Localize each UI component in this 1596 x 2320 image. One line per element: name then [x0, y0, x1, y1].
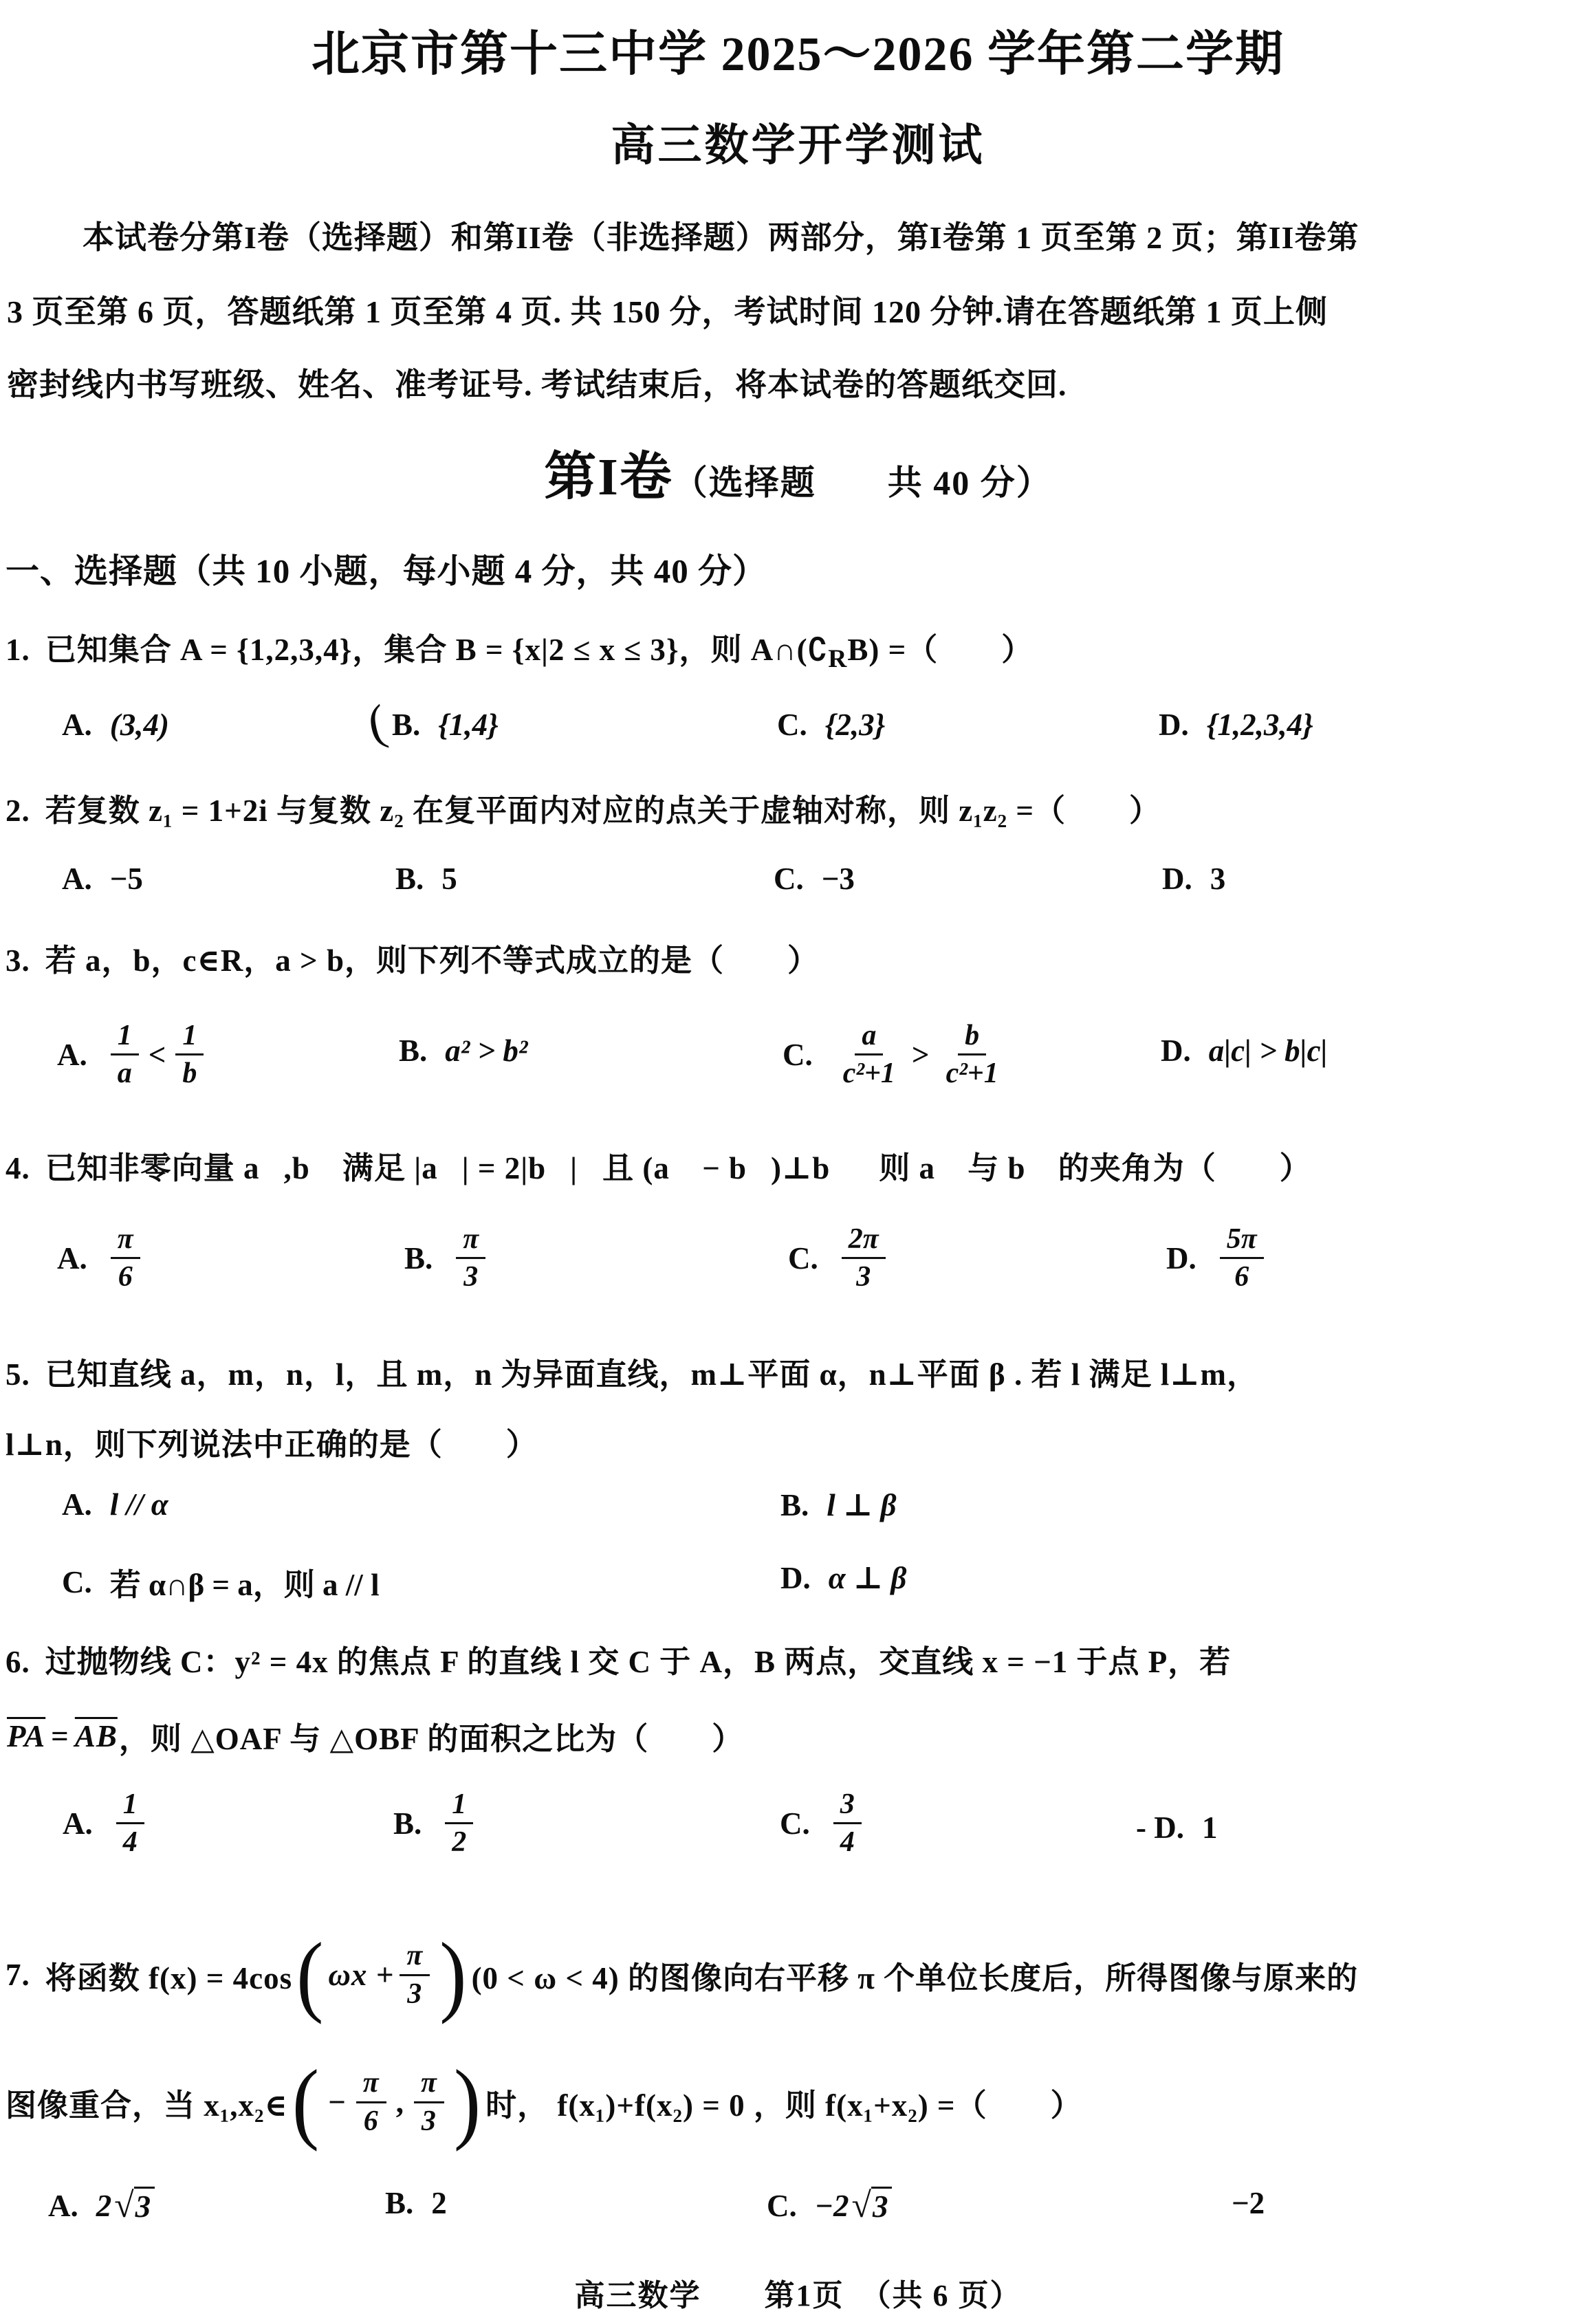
option-label: D.: [1161, 1033, 1191, 1068]
fraction-numerator: 1: [445, 1788, 473, 1824]
option-label: A.: [57, 1240, 87, 1276]
option-q7-d: [1214, 2185, 1265, 2221]
option-label: C.: [780, 1806, 810, 1841]
option-value: {1,2,3,4}: [1206, 708, 1313, 742]
option-label: B.: [404, 1240, 433, 1276]
question-1-stem-a: 已知集合 A = {1,2,3,4}，集合 B = {x|2 ≤ x ≤ 3}，则 A∩(∁: [45, 633, 829, 667]
radicand: 3: [134, 2187, 155, 2224]
option-q1-a: [62, 707, 169, 743]
option-q3-a: [57, 1019, 209, 1091]
option-value: 1: [1201, 1810, 1218, 1845]
fraction-numerator: b: [958, 1019, 986, 1055]
option-label: A.: [63, 1806, 93, 1841]
option-label: B.: [780, 1487, 809, 1522]
fraction: [939, 1019, 1005, 1091]
fraction: [833, 1788, 862, 1859]
question-3-options: [0, 1005, 1596, 1115]
question-5-stem-line2: [6, 1419, 538, 1464]
option-q3-d: [1161, 1033, 1327, 1069]
inequality-operator: >: [911, 1037, 930, 1072]
option-q5-c: [62, 1560, 380, 1604]
intro-line-2: 3 页至第 6 页，答题纸第 1 页至第 4 页. 共 150 分，考试时间 120 分钟.请在答题纸第 1 页上侧: [7, 294, 1328, 329]
question-4-options: [0, 1223, 1596, 1326]
option-label: A.: [62, 862, 92, 896]
radical-sign: √: [114, 2186, 134, 2225]
option-label: C.: [774, 862, 804, 896]
question-2-text: 若复数 z₁ = 1+2i 与复数 z₂ 在复平面内对应的点关于虚轴对称，则 z₁z₂ =（ ）: [45, 794, 1161, 828]
fraction-numerator: 3: [833, 1788, 862, 1824]
option-value: 2: [431, 2186, 447, 2220]
fraction-numerator: π: [414, 2066, 444, 2103]
option-value: {1,4}: [438, 708, 499, 742]
option-q3-b: [399, 1033, 527, 1069]
option-q5-b: [780, 1487, 897, 1523]
question-2-number: 2.: [6, 794, 30, 828]
minus-sign: −: [328, 2085, 347, 2119]
intro-line-1: 本试卷分第I卷（选择题）和第II卷（非选择题）两部分，第I卷第 1 页至第 2 页；第II卷第: [83, 220, 1359, 255]
option-q6-a: [63, 1788, 150, 1859]
option-label: C.: [783, 1037, 813, 1072]
option-label: D.: [780, 1560, 811, 1595]
fraction: [842, 1223, 886, 1294]
fraction-numerator: 1: [116, 1788, 144, 1824]
fraction-denominator: 3: [421, 2105, 437, 2137]
question-7-stem-line1: [6, 1906, 1358, 2044]
fraction-numerator: π: [400, 1939, 430, 1976]
question-1-stem-b: B) =（ ）: [847, 633, 1034, 667]
question-7-text-3: 图像重合，当 x₁,x₂∈: [6, 2088, 288, 2123]
option-label: D.: [1159, 708, 1189, 742]
option-label: A.: [48, 2188, 78, 2223]
question-5-text-line2: l⊥n，则下列说法中正确的是（ ）: [6, 1427, 538, 1462]
fraction: [111, 1019, 139, 1091]
question-5-text-line1: 已知直线 a，m，n，l，且 m，n 为异面直线，m⊥平面 α，n⊥平面 β . 若 l 满足 l⊥m，: [45, 1357, 1258, 1392]
question-5-stem-line1: [6, 1349, 1258, 1394]
fraction-denominator: 3: [407, 1978, 423, 2010]
vector-AB: $\overline{AB}$: [74, 1718, 118, 1753]
fraction: [175, 1019, 204, 1091]
section-heading-main: 第I卷: [544, 448, 673, 506]
option-label: B.: [395, 862, 424, 896]
option-q7-c: [767, 2185, 892, 2226]
option-value: l // α: [109, 1487, 168, 1522]
fraction-denominator: c²+1: [945, 1058, 998, 1090]
option-value: −2: [1232, 2186, 1265, 2220]
option-q7-b: [385, 2185, 447, 2221]
fraction: [456, 1223, 485, 1294]
option-value: l ⊥ β: [827, 1488, 897, 1522]
option-label: C.: [777, 708, 807, 742]
option-label: D.: [1162, 862, 1192, 896]
option-value: a|c| > b|c|: [1208, 1033, 1328, 1068]
question-4-number: 4.: [6, 1151, 30, 1185]
fraction-numerator: π: [456, 1223, 485, 1259]
question-2-options: [0, 861, 1596, 916]
option-label: B.: [392, 708, 421, 742]
option-value: 3: [1210, 862, 1226, 896]
option-label: A.: [57, 1037, 87, 1072]
option-value: −3: [821, 862, 855, 896]
fraction-denominator: b: [182, 1058, 197, 1090]
question-6-stem-line1: [6, 1637, 1231, 1681]
option-label: C.: [62, 1564, 92, 1599]
option-label: C.: [767, 2188, 797, 2223]
question-3-stem: [6, 935, 819, 980]
option-value: a² > b²: [445, 1033, 528, 1068]
option-value: {2,3}: [824, 708, 886, 742]
question-7-options: [0, 2185, 1596, 2247]
fraction-denominator: 2: [452, 1826, 467, 1859]
fraction-denominator: 3: [856, 1261, 871, 1293]
big-right-paren: ): [453, 2050, 482, 2152]
question-4-stem: [6, 1143, 1311, 1188]
question-7-cos-arg: ωx +: [328, 1958, 395, 1992]
fraction: [445, 1788, 473, 1859]
option-q1-d: [1159, 707, 1313, 743]
option-q4-d: [1166, 1223, 1269, 1294]
question-6-options: [0, 1788, 1596, 1891]
fraction: [356, 2066, 386, 2138]
option-q5-a: [62, 1487, 168, 1522]
fraction-denominator: 4: [122, 1826, 138, 1859]
fraction: [400, 1939, 430, 2011]
option-label: B.: [393, 1806, 422, 1841]
option-value: (3,4): [109, 708, 169, 742]
question-7-text-4: 时， f(x₁)+f(x₂) = 0 ，则 f(x₁+x₂) =（ ）: [485, 2088, 1082, 2123]
fraction-denominator: c²+1: [842, 1058, 895, 1090]
option-q2-b: [395, 861, 457, 897]
radical-coefficient: 2: [96, 2188, 112, 2223]
fraction: [836, 1019, 902, 1091]
option-q2-d: [1162, 861, 1225, 897]
fraction-denominator: 6: [363, 2105, 379, 2137]
exam-subtitle: 高三数学开学测试: [611, 121, 985, 170]
question-1-number: 1.: [6, 633, 30, 667]
question-1-options: [0, 694, 1596, 762]
page-footer: 高三数学 第1页 （共 6 页）: [574, 2279, 1022, 2312]
question-6-text-line1: 过抛物线 C：y² = 4x 的焦点 F 的直线 l 交 C 于 A，B 两点，交直线 x = −1 于点 P，若: [45, 1645, 1232, 1679]
option-label: A.: [62, 708, 92, 742]
part-heading: 一、选择题（共 10 小题，每小题 4 分，共 40 分）: [6, 552, 767, 590]
option-q4-b: [404, 1223, 491, 1294]
pen-mark: (: [362, 694, 391, 752]
option-q3-c: [783, 1019, 1011, 1091]
fraction-numerator: a: [855, 1019, 883, 1055]
question-7-text-2: (0 < ω < 4) 的图像向右平移 π 个单位长度后，所得图像与原来的: [471, 1960, 1359, 1995]
section-heading-sub: （选择题 共 40 分）: [673, 463, 1052, 502]
big-left-paren: (: [292, 2050, 320, 2152]
question-5-options-row2: [0, 1560, 1596, 1615]
fraction-numerator: π: [111, 1223, 140, 1259]
option-q1-c: [777, 707, 885, 743]
equals-sign: =: [51, 1718, 69, 1753]
question-1-complement-subscript: R: [828, 645, 848, 673]
question-3-number: 3.: [6, 943, 30, 978]
option-label: B.: [385, 2186, 414, 2220]
fraction: [414, 2066, 444, 2138]
comma: ,: [395, 2085, 404, 2119]
option-q6-c: [780, 1788, 867, 1859]
inequality-operator: <: [148, 1037, 166, 1072]
option-q7-a: [48, 2185, 155, 2226]
fraction: [111, 1223, 140, 1294]
option-value: α ⊥ β: [828, 1561, 907, 1595]
question-5-options-row1: [0, 1487, 1596, 1542]
question-6-stem-line2: [6, 1714, 743, 1758]
option-q1-b: [362, 694, 499, 752]
option-q2-c: [774, 861, 855, 897]
option-label: B.: [399, 1033, 428, 1068]
radical-sign: √: [851, 2186, 871, 2225]
option-value: 5: [441, 862, 457, 896]
option-label: C.: [788, 1240, 818, 1276]
question-7-number: 7.: [6, 1958, 30, 1992]
option-label: A.: [62, 1487, 92, 1522]
fraction-numerator: π: [356, 2066, 386, 2103]
option-q4-c: [788, 1223, 891, 1294]
option-q6-b: [393, 1788, 479, 1859]
option-q2-a: [62, 861, 143, 897]
section-heading: [0, 435, 1596, 510]
question-5-number: 5.: [6, 1357, 30, 1392]
radicand: 3: [871, 2187, 893, 2224]
fraction-numerator: 5π: [1220, 1223, 1264, 1259]
option-q6-d: [1136, 1810, 1217, 1846]
option-label: - D.: [1136, 1810, 1184, 1845]
option-value: −5: [109, 862, 143, 896]
question-7-text-1: 将函数 f(x) = 4cos: [45, 1960, 293, 1995]
question-1-stem: [6, 624, 1033, 674]
vector-PA: $\overline{PA}$: [7, 1718, 46, 1753]
fraction-denominator: 6: [118, 1261, 133, 1293]
option-q4-a: [57, 1223, 146, 1294]
big-right-paren: ): [439, 1923, 468, 2025]
question-4-text: 已知非零向量 a⃗,b⃗ 满足 |a⃗| = 2|b⃗|，且 (a⃗ − b⃗)⊥b⃗，则 a⃗ 与 b⃗ 的夹角为（ ）: [45, 1151, 1311, 1185]
fraction-numerator: 1: [111, 1019, 139, 1055]
fraction-denominator: 4: [840, 1826, 855, 1859]
fraction-denominator: 6: [1234, 1261, 1249, 1293]
radical-coefficient: −2: [814, 2188, 849, 2223]
option-value: 若 α∩β = a，则 a // l: [109, 1568, 380, 1602]
exam-title: 北京市第十三中学 2025～2026 学年第二学期: [311, 28, 1285, 81]
fraction: [116, 1788, 144, 1859]
option-q5-d: [780, 1560, 906, 1596]
fraction-numerator: 2π: [842, 1223, 886, 1259]
question-6-number: 6.: [6, 1645, 30, 1679]
question-6-text-line2: ，则 △OAF 与 △OBF 的面积之比为（ ）: [118, 1722, 744, 1756]
question-7-stem-line2: [6, 2037, 1082, 2167]
big-left-paren: (: [296, 1923, 325, 2025]
fraction-denominator: a: [117, 1058, 132, 1090]
fraction: [1220, 1223, 1264, 1294]
question-3-text: 若 a，b，c∈R，a > b，则下列不等式成立的是（ ）: [45, 943, 819, 978]
question-2-stem: [6, 785, 1161, 830]
intro-line-3: 密封线内书写班级、姓名、准考证号. 考试结束后，将本试卷的答题纸交回.: [7, 367, 1067, 402]
option-label: D.: [1166, 1240, 1196, 1276]
fraction-denominator: 3: [463, 1261, 479, 1293]
fraction-numerator: 1: [175, 1019, 204, 1055]
